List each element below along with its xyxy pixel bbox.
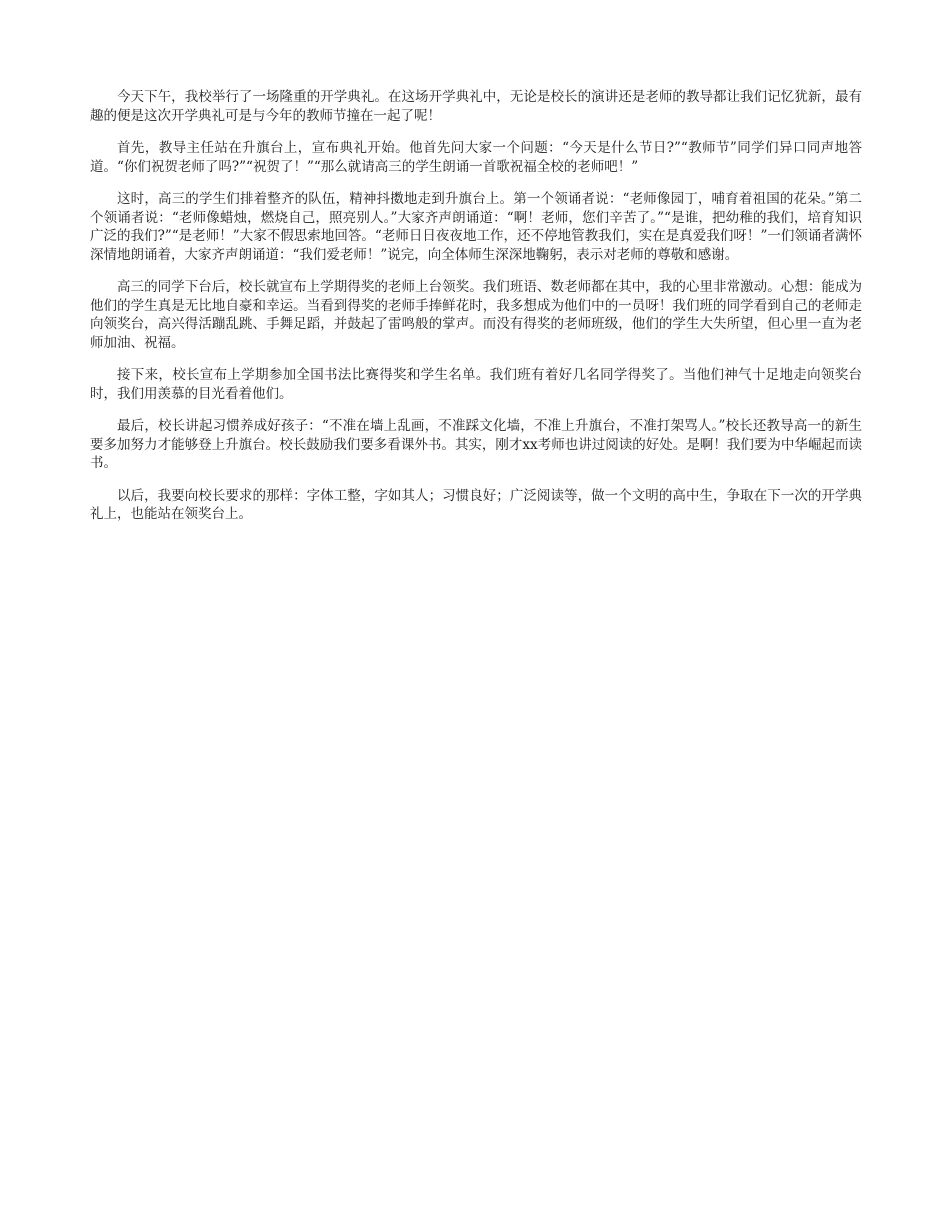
paragraph-6: 最后，校长讲起习惯养成好孩子：“不准在墙上乱画，不准踩文化墙，不准上升旗台，不准打架骂人。”校长还教导高一的新生要多加努力才能够登上升旗台。校长鼓励我们要多看课外书。其实，刚才xx考师也讲过阅读的好处。是啊！我们要为中华崛起而读书。 <box>90 418 862 471</box>
paragraph-4: 高三的同学下台后，校长就宣布上学期得奖的老师上台领奖。我们班语、数老师都在其中，我的心里非常激动。心想：能成为他们的学生真是无比地自豪和幸运。当看到得奖的老师手捧鲜花时，我多想成为他们中的一员呀！我们班的同学看到自己的老师走向领奖台，高兴得活蹦乱跳、手舞足蹈，并鼓起了雷鸣般的掌声。而没有得奖的老师班级，他们的学生大失所望，但心里一直为老师加油、祝福。 <box>90 279 862 351</box>
paragraph-5: 接下来，校长宣布上学期参加全国书法比赛得奖和学生名单。我们班有着好几名同学得奖了。当他们神气十足地走向领奖台时，我们用羡慕的目光看着他们。 <box>90 367 862 402</box>
paragraph-2: 首先，教导主任站在升旗台上，宣布典礼开始。他首先问大家一个问题：“今天是什么节日?”“教师节”同学们异口同声地答道。“你们祝贺老师了吗?”“祝贺了！”“那么就请高三的学生朗诵一首歌祝福全校的老师吧！” <box>90 140 862 175</box>
paragraph-7: 以后，我要向校长要求的那样：字体工整，字如其人；习惯良好；广泛阅读等，做一个文明的高中生，争取在下一次的开学典礼上，也能站在领奖台上。 <box>90 487 862 522</box>
document-body <box>90 88 862 538</box>
paragraph-1: 今天下午，我校举行了一场隆重的开学典礼。在这场开学典礼中，无论是校长的演讲还是老师的教导都让我们记忆犹新，最有趣的便是这次开学典礼可是与今年的教师节撞在一起了呢！ <box>90 89 862 124</box>
paragraph-3: 这时，高三的学生们排着整齐的队伍，精神抖擞地走到升旗台上。第一个领诵者说：“老师像园丁，哺育着祖国的花朵。”第二个领诵者说：“老师像蜡烛，燃烧自己，照亮别人。”大家齐声朗诵道：“啊！老师，您们辛苦了。”“是谁，把幼稚的我们，培育知识广泛的我们?”“是老师！”大家不假思索地回答。“老师日日夜夜地工作，还不停地管教我们，实在是真爱我们呀！”一们领诵者满怀深情地朗诵着，大家齐声朗诵道：“我们爱老师！”说完，向全体师生深深地鞠躬，表示对老师的尊敬和感谢。 <box>90 191 862 263</box>
